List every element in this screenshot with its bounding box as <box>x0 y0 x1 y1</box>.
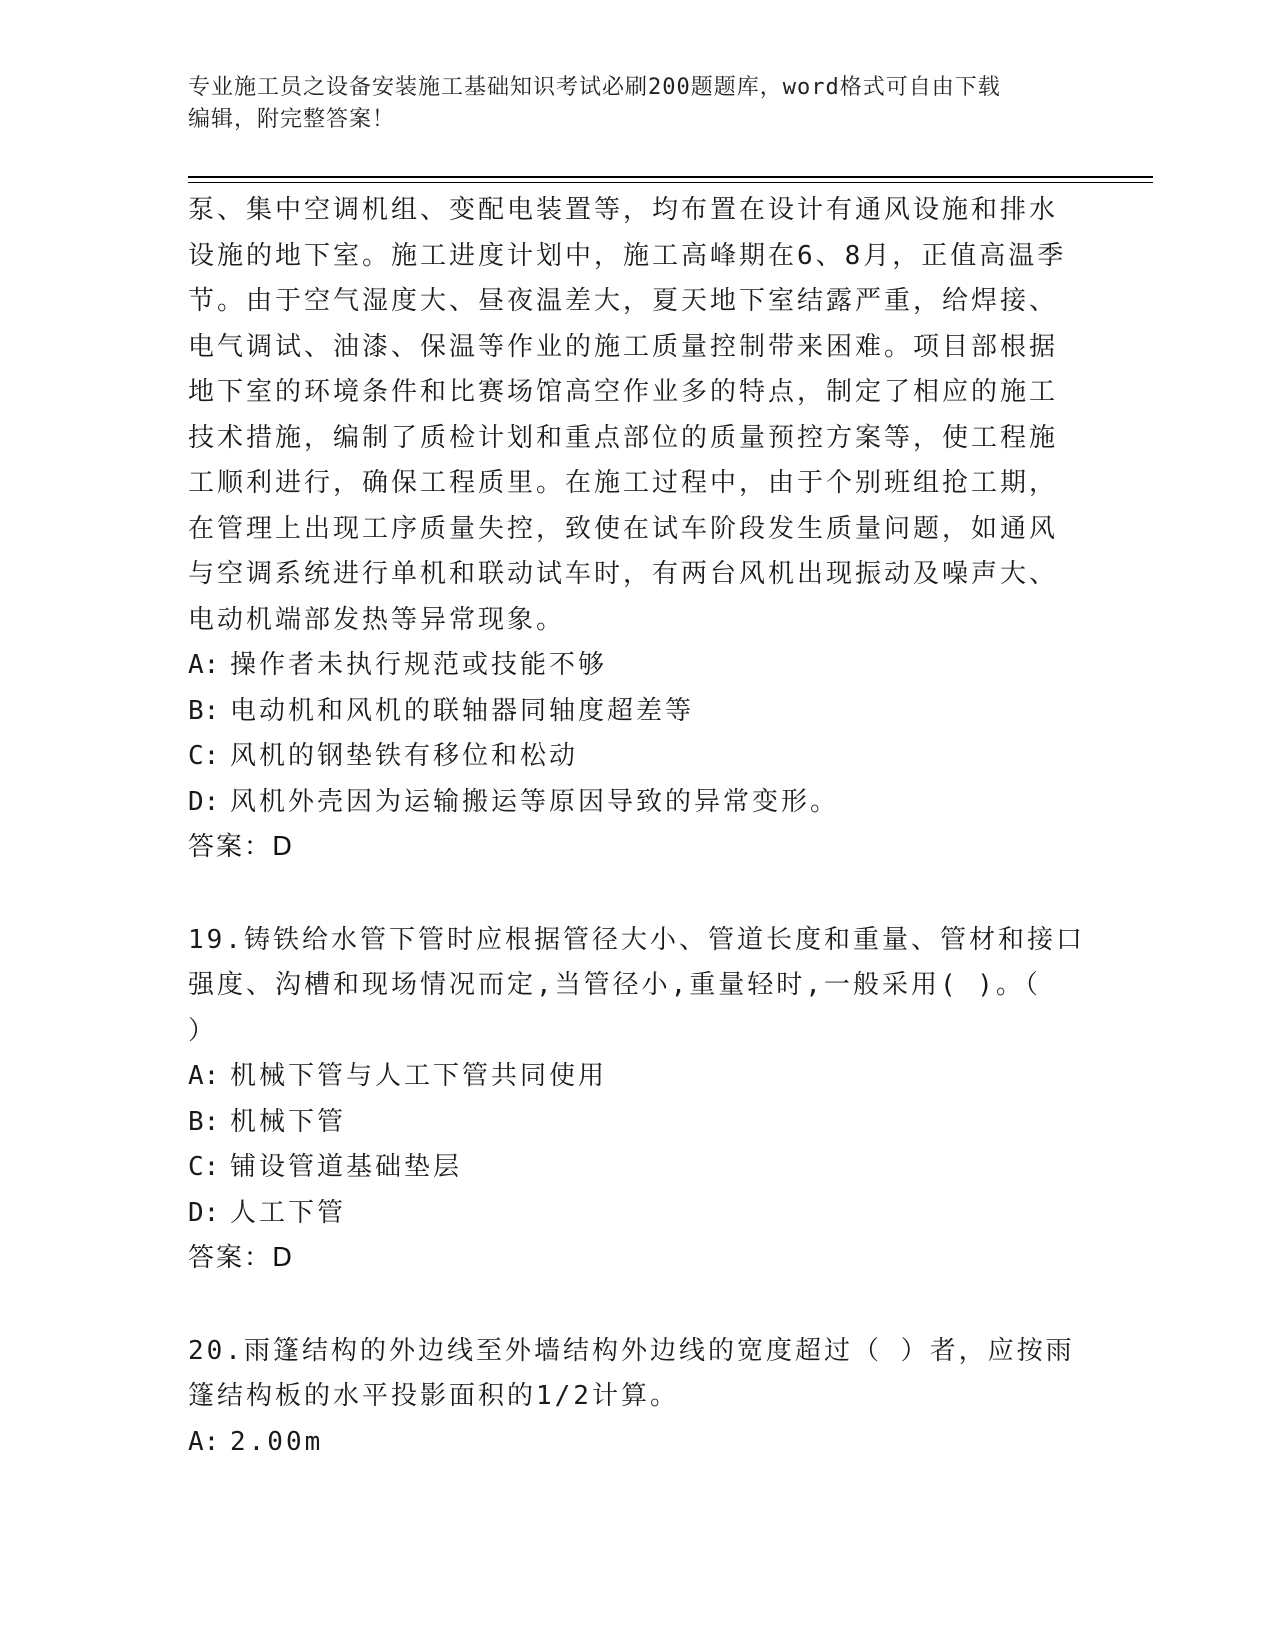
question-18-options <box>188 643 1088 825</box>
option-letter: B: <box>188 695 220 726</box>
option-text: 操作者未执行规范或技能不够 <box>230 650 608 680</box>
question-19-options <box>188 1054 1088 1236</box>
question-19-line: 强度、沟槽和现场情况而定,当管径小,重量轻时,一般采用( )。（ <box>188 970 1041 1000</box>
question-20-stem <box>188 1329 1088 1420</box>
question-18-option-c <box>188 734 1088 780</box>
question-18-line: 地下室的环境条件和比赛场馆高空作业多的特点，制定了相应的施工 <box>188 377 1059 407</box>
option-text: 电动机和风机的联轴器同轴度超差等 <box>230 695 695 726</box>
header-divider-thin <box>188 182 1153 183</box>
question-18-line: 泵、集中空调机组、变配电装置等，均布置在设计有通风设施和排水 <box>188 195 1059 225</box>
question-18-line: 设施的地下室。施工进度计划中，施工高峰期在6、8月，正值高温季 <box>188 240 1067 271</box>
option-letter: D: <box>188 1197 220 1228</box>
option-letter: C: <box>188 1152 220 1182</box>
option-text: 铺设管道基础垫层 <box>230 1152 463 1182</box>
question-20-line: 篷结构板的水平投影面积的1/2计算。 <box>188 1381 679 1411</box>
document-body <box>188 188 1088 1465</box>
question-19-option-b <box>188 1100 1088 1146</box>
question-18-option-b <box>188 689 1088 735</box>
question-20-line: 20.雨篷结构的外边线至外墙结构外边线的宽度超过（ ）者，应按雨 <box>188 1335 1075 1366</box>
question-18-answer: 答案：D <box>188 832 295 862</box>
option-text: 风机外壳因为运输搬运等原因导致的异常变形。 <box>230 786 840 817</box>
option-text: 机械下管与人工下管共同使用 <box>230 1061 608 1091</box>
option-text: 2.00m <box>230 1426 324 1457</box>
spacer <box>188 1282 1088 1329</box>
option-text: 人工下管 <box>230 1197 347 1228</box>
question-18-option-d <box>188 780 1088 826</box>
option-text: 风机的钢垫铁有移位和松动 <box>230 741 579 771</box>
question-18-line: 在管理上出现工序质量失控，致使在试车阶段发生质量问题，如通风 <box>188 513 1059 544</box>
question-18-line: 与空调系统进行单机和联动试车时，有两台风机出现振动及噪声大、 <box>188 559 1059 589</box>
question-19-line: ） <box>188 1015 218 1046</box>
document-header <box>188 72 1088 136</box>
question-18-line: 技术措施，编制了质检计划和重点部位的质量预控方案等，使工程施 <box>188 422 1059 453</box>
option-letter: A: <box>188 1061 220 1091</box>
option-letter: D: <box>188 786 220 817</box>
question-19-stem <box>188 918 1088 1055</box>
option-text: 机械下管 <box>230 1106 347 1137</box>
question-19-option-a <box>188 1054 1088 1100</box>
question-18-option-a <box>188 643 1088 689</box>
question-20-options <box>188 1420 1088 1466</box>
header-title-line-1: 专业施工员之设备安装施工基础知识考试必刷200题题库，word格式可自由下载 <box>188 75 1001 100</box>
header-title-line-2: 编辑，附完整答案！ <box>188 107 396 132</box>
option-letter: A: <box>188 650 220 680</box>
question-18-line: 节。由于空气湿度大、昼夜温差大，夏天地下室结露严重，给焊接、 <box>188 286 1059 316</box>
option-letter: B: <box>188 1106 220 1137</box>
question-19-option-c <box>188 1145 1088 1191</box>
option-letter: A: <box>188 1426 220 1457</box>
spacer <box>188 871 1088 918</box>
question-20-option-a <box>188 1420 1088 1466</box>
question-18-line: 电动机端部发热等异常现象。 <box>188 604 566 635</box>
question-18-line: 工顺利进行，确保工程质里。在施工过程中，由于个别班组抢工期， <box>188 468 1059 498</box>
question-19-line: 19.铸铁给水管下管时应根据管径大小、管道长度和重量、管材和接口 <box>188 924 1085 955</box>
question-19-option-d <box>188 1191 1088 1237</box>
option-letter: C: <box>188 741 220 771</box>
header-divider-thick <box>188 176 1153 178</box>
question-19-answer: 答案：D <box>188 1243 295 1273</box>
question-18-stem <box>188 188 1088 643</box>
question-18-line: 电气调试、油漆、保温等作业的施工质量控制带来困难。项目部根据 <box>188 331 1059 362</box>
